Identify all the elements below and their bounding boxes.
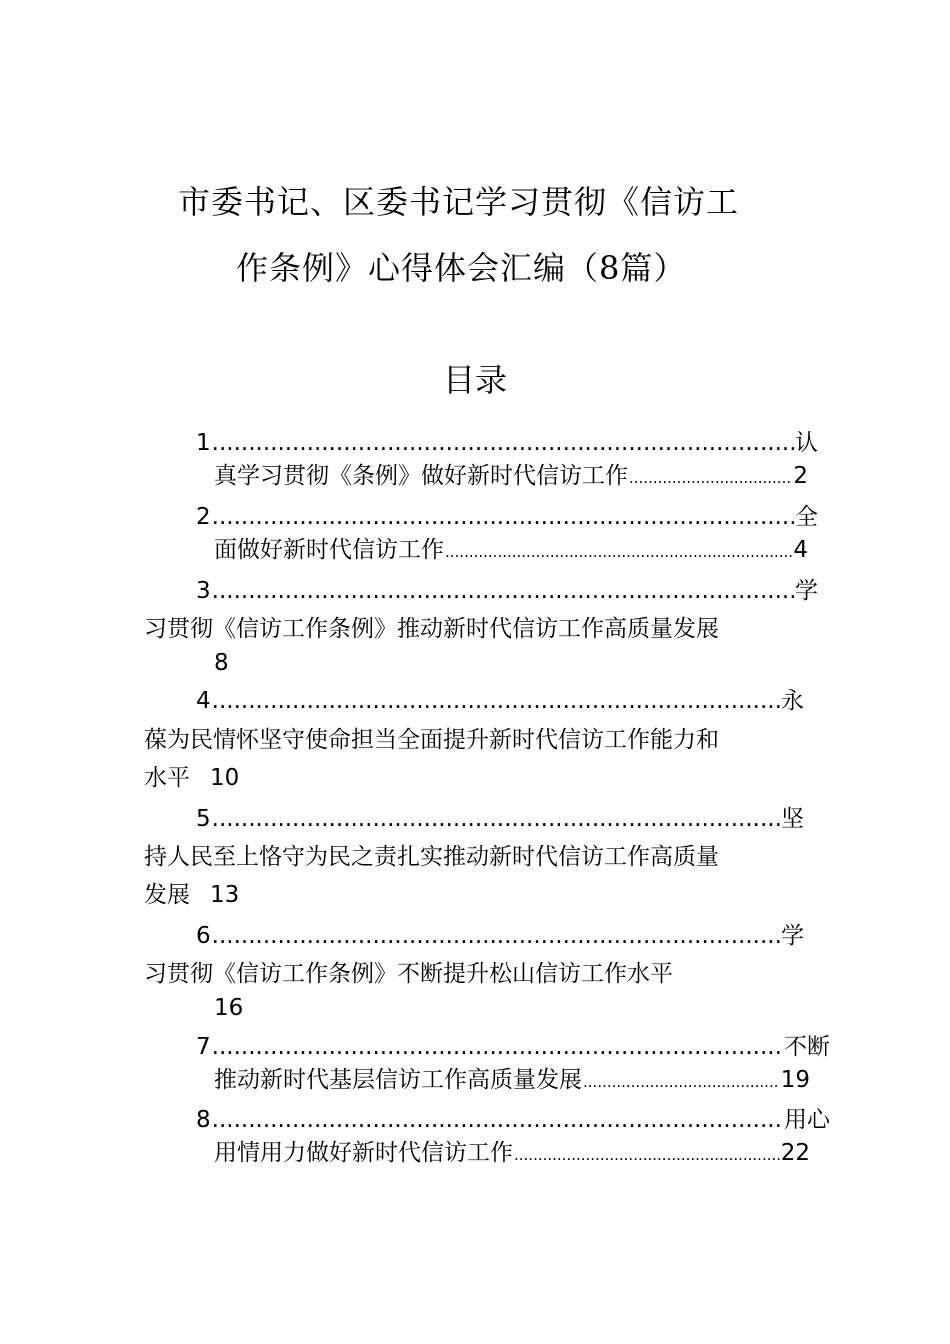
toc-entry-8-title[interactable] bbox=[214, 1138, 810, 1170]
toc-entry-3-header[interactable] bbox=[196, 576, 818, 606]
toc-entry-6-page: 16 bbox=[214, 995, 244, 1021]
dot-leader bbox=[212, 502, 794, 532]
toc-entry-3-title[interactable]: 习贯彻《信访工作条例》推动新时代信访工作高质量发展 bbox=[144, 616, 719, 642]
dot-leader bbox=[445, 537, 792, 567]
toc-entry-title: 真学习贯彻《条例》做好新时代信访工作 bbox=[214, 463, 628, 489]
document-title-line-2: 作条例》心得体会汇编（8篇） bbox=[236, 249, 687, 287]
dot-leader bbox=[212, 686, 780, 716]
toc-entry-title-head: 学 bbox=[781, 923, 804, 949]
toc-entry-title-head: 坚 bbox=[781, 806, 804, 832]
toc-entry-title: 水平 bbox=[144, 765, 190, 791]
toc-entry-page: 10 bbox=[210, 765, 240, 791]
toc-heading: 目录 bbox=[442, 361, 507, 399]
dot-leader bbox=[212, 428, 794, 458]
toc-entry-2-header[interactable] bbox=[196, 502, 818, 532]
toc-entry-number: 3 bbox=[196, 578, 211, 604]
toc-entry-6-header[interactable] bbox=[196, 921, 804, 951]
toc-entry-page: 4 bbox=[793, 537, 808, 563]
toc-entry-number: 8 bbox=[196, 1107, 211, 1133]
toc-entry-number: 1 bbox=[196, 430, 211, 456]
dot-leader bbox=[583, 1067, 780, 1097]
dot-leader bbox=[212, 921, 780, 951]
toc-entry-number: 6 bbox=[196, 923, 211, 949]
toc-entry-number: 2 bbox=[196, 504, 211, 530]
toc-entry-page: 13 bbox=[210, 882, 240, 908]
toc-entry-title-head: 不断 bbox=[784, 1034, 830, 1060]
toc-entry-4-title-end bbox=[144, 763, 239, 793]
toc-entry-2-title[interactable] bbox=[214, 535, 808, 567]
document-title-line-1: 市委书记、区委书记学习贯彻《信访工 bbox=[178, 183, 740, 221]
toc-entry-1-header[interactable] bbox=[196, 428, 818, 458]
toc-entry-title-head: 永 bbox=[781, 688, 804, 714]
dot-leader bbox=[629, 463, 792, 493]
dot-leader bbox=[514, 1140, 780, 1170]
toc-entry-title-head: 认 bbox=[795, 430, 818, 456]
toc-entry-title-head: 全 bbox=[795, 504, 818, 530]
toc-entry-6-title[interactable]: 习贯彻《信访工作条例》不断提升松山信访工作水平 bbox=[144, 961, 673, 987]
toc-entry-page: 2 bbox=[793, 463, 808, 489]
dot-leader bbox=[212, 576, 794, 606]
toc-entry-5-title-end bbox=[144, 880, 239, 910]
dot-leader bbox=[212, 804, 780, 834]
dot-leader bbox=[212, 1105, 783, 1135]
toc-entry-page: 19 bbox=[780, 1067, 810, 1093]
toc-entry-title: 推动新时代基层信访工作高质量发展 bbox=[214, 1067, 582, 1093]
toc-entry-title-head: 学 bbox=[795, 578, 818, 604]
toc-entry-title: 用情用力做好新时代信访工作 bbox=[214, 1140, 513, 1166]
toc-entry-8-header[interactable] bbox=[196, 1105, 830, 1135]
toc-entry-number: 7 bbox=[196, 1034, 211, 1060]
toc-entry-3-page: 8 bbox=[214, 650, 229, 676]
toc-entry-4-header[interactable] bbox=[196, 686, 804, 716]
toc-entry-number: 5 bbox=[196, 806, 211, 832]
toc-entry-7-title[interactable] bbox=[214, 1065, 810, 1097]
toc-entry-1-title[interactable] bbox=[214, 461, 808, 493]
toc-entry-page: 22 bbox=[780, 1140, 810, 1166]
toc-entry-title: 发展 bbox=[144, 882, 190, 908]
dot-leader bbox=[212, 1032, 783, 1062]
toc-entry-title-head: 用心 bbox=[784, 1107, 830, 1133]
toc-entry-5-header[interactable] bbox=[196, 804, 804, 834]
toc-entry-number: 4 bbox=[196, 688, 211, 714]
toc-entry-5-title[interactable]: 持人民至上恪守为民之责扎实推动新时代信访工作高质量 bbox=[144, 844, 719, 870]
toc-entry-title: 面做好新时代信访工作 bbox=[214, 537, 444, 563]
toc-entry-7-header[interactable] bbox=[196, 1032, 830, 1062]
toc-entry-4-title[interactable]: 葆为民情怀坚守使命担当全面提升新时代信访工作能力和 bbox=[144, 727, 719, 753]
